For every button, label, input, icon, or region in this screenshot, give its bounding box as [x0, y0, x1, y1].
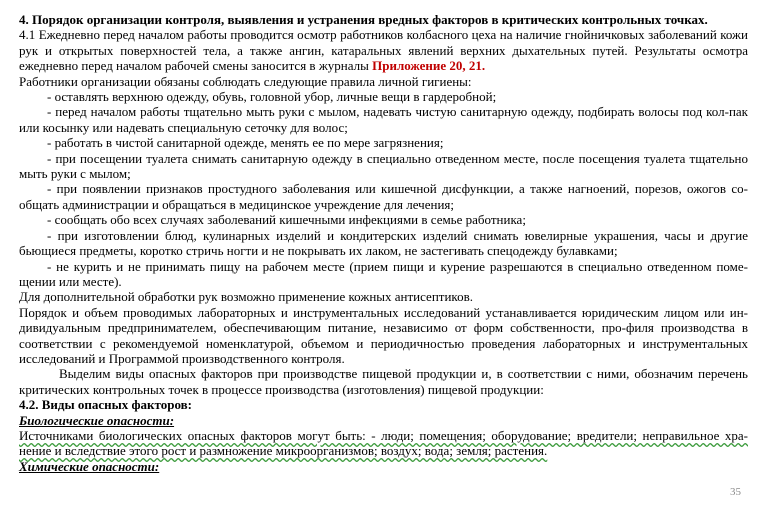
rule-item: - перед началом работы тщательно мыть руки с мылом, надевать чистую санитарную одежду, подбирать волосы под кол-пак или косынку или надевать специальную сеточку для волос;	[19, 104, 748, 135]
rule-item: - при появлении признаков простудного заболевания или кишечной дисфункции, а также нагноений, порезов, ожогов со-общать администрации и обращаться в медицинское учреждение для лечения;	[19, 181, 748, 212]
bio-paragraph	[19, 428, 748, 459]
bio-heading: Биологические опасности:	[19, 412, 175, 428]
lab-control-paragraph: Порядок и объем проводимых лабораторных и инструментальных исследований устанавливается юридическим лицом или ин-дивидуальным предпринимателем, обеспечивающим питание, независимо от форм собственности, про-филя производства в соответствии с рекомендуемой номенклатурой, объемом и периодичностью проведения лабораторных и инструментальных исследований и Программой производственного контроля.	[19, 304, 748, 366]
chem-heading-line	[19, 459, 748, 474]
rule-item: - при посещении туалета снимать санитарную одежду в специально отведенном месте, после посещения туалета тщательно мыть руки с мылом;	[19, 150, 748, 182]
bio-heading-line	[19, 413, 748, 428]
paragraph-4-1-text: 4.1 Ежедневно перед началом работы проводится осмотр работников колбасного цеха на наличие гнойничковых заболеваний кожи рук и открытых поверхностей тела, а также ангин, катаральных явлений верхних дыхательных путей. Результаты осмотра ежедневно перед началом рабочей смены заносится в журналы	[19, 27, 748, 74]
rule-item: - при изготовлении блюд, кулинарных изделий и кондитерских изделий снимать ювелирные украшения, часы и другие бьющиеся предметы, коротко стричь ногти и не покрывать их лаком, не застегивать спецодежду булавками;	[19, 227, 748, 259]
section-4-2-heading: 4.2. Виды опасных факторов:	[19, 397, 192, 413]
antiseptic-note: Для дополнительной обработки рук возможно применение кожных антисептиков.	[19, 289, 473, 305]
section-heading: 4. Порядок организации контроля, выявления и устранения вредных факторов в критических контрольных точках.	[19, 12, 708, 27]
appendix-reference: Приложение 20, 21.	[372, 58, 486, 74]
page-number: 35	[730, 486, 741, 498]
chem-heading: Химические опасности:	[19, 458, 160, 474]
rule-item: - сообщать обо всех случаях заболеваний кишечными инфекциями в семье работника;	[47, 212, 526, 228]
rule-item: - оставлять верхнюю одежду, обувь, головной убор, личные вещи в гардеробной;	[47, 89, 497, 105]
rule-item: - работать в чистой санитарной одежде, менять ее по мере загрязнения;	[47, 135, 444, 151]
rules-intro: Работники организации обязаны соблюдать следующие правила личной гигиены:	[19, 73, 472, 89]
hazard-intro: Выделим виды опасных факторов при производстве пищевой продукции и, в соответствии с ними, обозначим перечень критических контрольных точек в процессе производства (изготовления) пищевой продукции:	[19, 366, 748, 397]
rule-item: - не курить и не принимать пищу на рабочем месте (прием пищи и курение разрешаются в специально отведенном поме-щении или месте).	[19, 258, 748, 289]
bio-text: Источниками биологических опасных факторов могут быть: - люди; помещения; оборудование; вредители; неправильное хра-нение и вследствие этого рост и размножение микроорганизмов; воздух; вода; земля; растения.	[19, 427, 748, 459]
paragraph-4-1	[19, 27, 748, 73]
